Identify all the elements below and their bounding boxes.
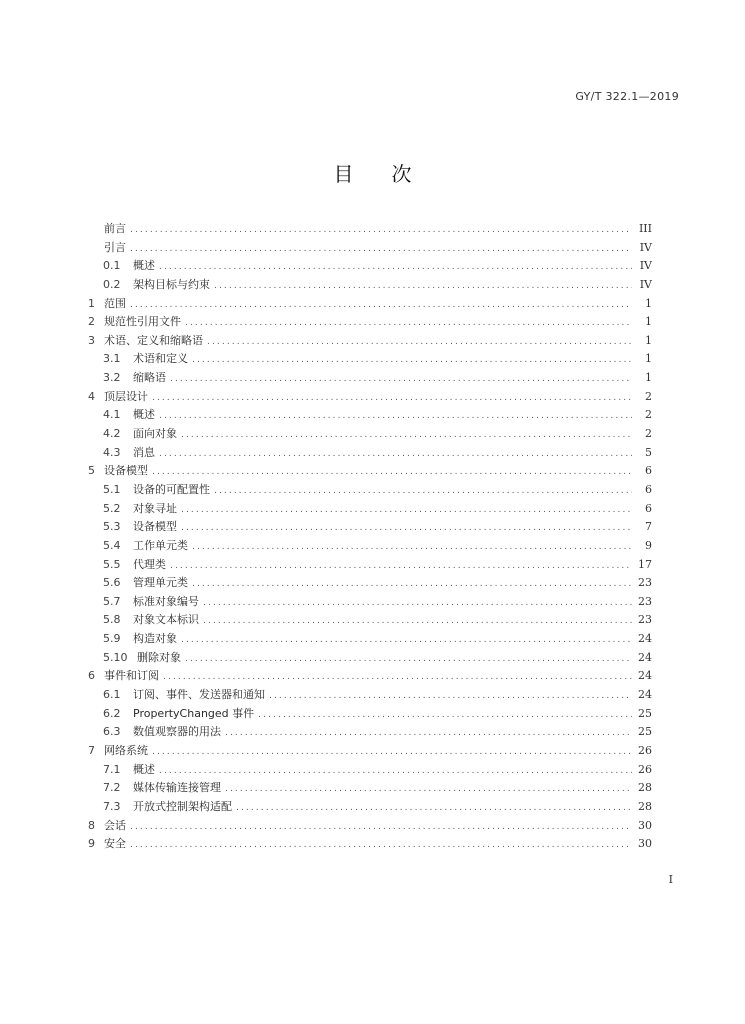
dot-leader bbox=[159, 445, 632, 464]
dot-leader bbox=[159, 258, 632, 277]
dot-leader bbox=[192, 351, 632, 370]
toc-entry-page: 9 bbox=[645, 538, 652, 552]
dot-leader bbox=[152, 389, 632, 408]
toc-entry-label: 会话 bbox=[104, 818, 126, 832]
page-number: I bbox=[668, 873, 673, 886]
toc-entry-label: 缩略语 bbox=[133, 371, 166, 385]
toc-entry-label: 术语、定义和缩略语 bbox=[104, 333, 203, 347]
toc-entry-page: 2 bbox=[645, 408, 652, 422]
toc-entry-page: 1 bbox=[645, 333, 652, 347]
toc-entry-number: 0.1 bbox=[103, 259, 121, 273]
toc-entry-number: 2 bbox=[88, 315, 95, 329]
toc-entry-number: 1 bbox=[88, 296, 95, 310]
toc-entry-page: 24 bbox=[638, 632, 652, 646]
toc-entry[interactable] bbox=[88, 388, 652, 407]
toc-entry-page: 2 bbox=[645, 427, 652, 441]
toc-entry-label: PropertyChanged 事件 bbox=[133, 706, 255, 720]
toc-entry-label: 设备模型 bbox=[133, 520, 177, 534]
toc-entry-page: 28 bbox=[638, 799, 652, 813]
toc-entry-number: 6 bbox=[88, 669, 95, 683]
dot-leader bbox=[225, 780, 632, 799]
toc-entry-label: 对象寻址 bbox=[133, 501, 177, 515]
toc-entry[interactable] bbox=[88, 742, 652, 761]
dot-leader bbox=[130, 221, 632, 240]
toc-entry-label: 概述 bbox=[133, 259, 155, 273]
dot-leader bbox=[214, 277, 632, 296]
standard-code: GY/T 322.1—2019 bbox=[575, 90, 679, 103]
toc-entry-page: 17 bbox=[638, 557, 652, 571]
toc-entry-number: 6.1 bbox=[103, 688, 121, 702]
toc-entry-label: 引言 bbox=[104, 240, 126, 254]
toc-entry[interactable] bbox=[88, 779, 652, 798]
toc-entry[interactable] bbox=[88, 574, 652, 593]
toc-entry-number: 8 bbox=[88, 818, 95, 832]
toc-entry-page: 7 bbox=[645, 520, 652, 534]
dot-leader bbox=[170, 557, 632, 576]
toc-entry[interactable] bbox=[88, 313, 652, 332]
toc-entry-number: 3.2 bbox=[103, 371, 121, 385]
dot-leader bbox=[236, 799, 632, 818]
toc-entry[interactable] bbox=[88, 462, 652, 481]
toc-entry-number: 9 bbox=[88, 837, 95, 851]
toc-entry[interactable] bbox=[88, 239, 652, 258]
toc-entry-label: 架构目标与约束 bbox=[133, 277, 210, 291]
toc-entry[interactable] bbox=[88, 295, 652, 314]
toc-entry-number: 5.8 bbox=[103, 613, 121, 627]
toc-entry[interactable] bbox=[88, 481, 652, 500]
toc-entry[interactable] bbox=[88, 537, 652, 556]
toc-entry-label: 管理单元类 bbox=[133, 576, 188, 590]
toc-entry-page: 1 bbox=[645, 352, 652, 366]
toc-entry[interactable] bbox=[88, 798, 652, 817]
toc-entry-label: 数值观察器的用法 bbox=[133, 725, 221, 739]
dot-leader bbox=[152, 463, 632, 482]
toc-entry-label: 设备的可配置性 bbox=[133, 482, 210, 496]
toc-entry-label: 代理类 bbox=[133, 557, 166, 571]
dot-leader bbox=[207, 333, 632, 352]
dot-leader bbox=[130, 836, 632, 855]
dot-leader bbox=[159, 407, 632, 426]
toc-entry-page: 6 bbox=[645, 501, 652, 515]
toc-entry-page: 5 bbox=[645, 445, 652, 459]
toc-entry-page: 24 bbox=[638, 688, 652, 702]
toc-entry[interactable] bbox=[88, 350, 652, 369]
toc-entry-page: 1 bbox=[645, 296, 652, 310]
dot-leader bbox=[192, 538, 632, 557]
toc-entry[interactable] bbox=[88, 817, 652, 836]
toc-entry-label: 订阅、事件、发送器和通知 bbox=[133, 688, 265, 702]
toc-entry-label: 媒体传输连接管理 bbox=[133, 781, 221, 795]
toc-entry-number: 4.1 bbox=[103, 408, 121, 422]
toc-entry-number: 5.7 bbox=[103, 594, 121, 608]
toc-entry[interactable] bbox=[88, 630, 652, 649]
toc-entry-number: 7 bbox=[88, 743, 95, 757]
toc-entry[interactable] bbox=[88, 425, 652, 444]
toc-entry-label: 删除对象 bbox=[137, 650, 181, 664]
toc-entry[interactable] bbox=[88, 593, 652, 612]
dot-leader bbox=[152, 743, 632, 762]
page-title: 目次 bbox=[333, 162, 450, 186]
toc-entry-label: 开放式控制架构适配 bbox=[133, 799, 232, 813]
toc-entry-page: IV bbox=[639, 277, 652, 291]
toc-entry[interactable] bbox=[88, 276, 652, 295]
toc-entry-label: 设备模型 bbox=[104, 464, 148, 478]
toc-entry[interactable] bbox=[88, 332, 652, 351]
toc-entry-number: 7.2 bbox=[103, 781, 121, 795]
toc-entry-number: 4.2 bbox=[103, 427, 121, 441]
toc-entry[interactable] bbox=[88, 667, 652, 686]
toc-entry-number: 5.1 bbox=[103, 482, 121, 496]
dot-leader bbox=[181, 519, 632, 538]
toc-entry-number: 4.3 bbox=[103, 445, 121, 459]
toc-entry-label: 构造对象 bbox=[133, 632, 177, 646]
dot-leader bbox=[185, 314, 632, 333]
toc-entry[interactable] bbox=[88, 220, 652, 239]
toc-entry-page: 1 bbox=[645, 371, 652, 385]
toc-entry-label: 规范性引用文件 bbox=[104, 315, 181, 329]
toc-entry-page: 26 bbox=[638, 743, 652, 757]
toc-entry-page: 24 bbox=[638, 650, 652, 664]
toc-entry-number: 0.2 bbox=[103, 277, 121, 291]
toc-entry-number: 5 bbox=[88, 464, 95, 478]
dot-leader bbox=[130, 296, 632, 315]
toc-entry-number: 4 bbox=[88, 389, 95, 403]
dot-leader bbox=[181, 631, 632, 650]
toc-entry-page: 6 bbox=[645, 464, 652, 478]
toc-entry-label: 事件和订阅 bbox=[104, 669, 159, 683]
toc-entry-number: 3.1 bbox=[103, 352, 121, 366]
dot-leader bbox=[181, 501, 632, 520]
toc-entry-label: 前言 bbox=[104, 222, 126, 235]
toc-entry-number: 3 bbox=[88, 333, 95, 347]
toc-entry-label: 网络系统 bbox=[104, 743, 148, 757]
toc-entry[interactable] bbox=[88, 556, 652, 575]
toc-entry-page: 24 bbox=[638, 669, 652, 683]
toc-entry[interactable] bbox=[88, 705, 652, 724]
toc-entry-label: 安全 bbox=[104, 837, 126, 851]
toc-entry-page: IV bbox=[639, 259, 652, 273]
toc-entry-page: 23 bbox=[638, 613, 652, 627]
toc-entry-page: 23 bbox=[638, 594, 652, 608]
toc-entry-page: 30 bbox=[638, 818, 652, 832]
toc-entry-page: 25 bbox=[638, 725, 652, 739]
table-of-contents bbox=[88, 220, 652, 854]
toc-entry-label: 标准对象编号 bbox=[133, 594, 199, 608]
toc-entry-number: 5.9 bbox=[103, 632, 121, 646]
dot-leader bbox=[130, 240, 632, 259]
toc-entry[interactable] bbox=[88, 686, 652, 705]
toc-entry-number: 6.3 bbox=[103, 725, 121, 739]
toc-entry-number: 5.10 bbox=[103, 650, 128, 664]
toc-entry-page: 28 bbox=[638, 781, 652, 795]
dot-leader bbox=[203, 612, 632, 631]
dot-leader bbox=[192, 575, 632, 594]
toc-entry-number: 7.1 bbox=[103, 762, 121, 776]
toc-entry[interactable] bbox=[88, 761, 652, 780]
toc-entry-label: 概述 bbox=[133, 762, 155, 776]
toc-entry-page: 2 bbox=[645, 389, 652, 403]
toc-entry[interactable] bbox=[88, 649, 652, 668]
toc-entry-label: 术语和定义 bbox=[133, 352, 188, 366]
toc-entry-label: 顶层设计 bbox=[104, 389, 148, 403]
dot-leader bbox=[130, 818, 632, 837]
toc-entry-number: 5.4 bbox=[103, 538, 121, 552]
toc-entry-page: 6 bbox=[645, 482, 652, 496]
dot-leader bbox=[185, 650, 632, 669]
toc-entry[interactable] bbox=[88, 723, 652, 742]
toc-entry-page: IV bbox=[639, 240, 652, 254]
toc-entry-label: 概述 bbox=[133, 408, 155, 422]
toc-entry-page: 1 bbox=[645, 315, 652, 329]
dot-leader bbox=[258, 706, 632, 725]
dot-leader bbox=[214, 482, 632, 501]
toc-entry-label: 范围 bbox=[104, 296, 126, 310]
toc-entry-number: 6.2 bbox=[103, 706, 121, 720]
toc-entry-page: 26 bbox=[638, 762, 652, 776]
toc-entry[interactable] bbox=[88, 257, 652, 276]
toc-entry-page: 23 bbox=[638, 576, 652, 590]
toc-entry-number: 5.3 bbox=[103, 520, 121, 534]
toc-entry-label: 对象文本标识 bbox=[133, 613, 199, 627]
toc-entry-page: 25 bbox=[638, 706, 652, 720]
toc-entry[interactable] bbox=[88, 835, 652, 854]
toc-entry-label: 面向对象 bbox=[133, 427, 177, 441]
toc-entry[interactable] bbox=[88, 406, 652, 425]
toc-entry[interactable] bbox=[88, 369, 652, 388]
toc-entry[interactable] bbox=[88, 611, 652, 630]
dot-leader bbox=[163, 668, 632, 687]
dot-leader bbox=[269, 687, 632, 706]
toc-entry-number: 5.6 bbox=[103, 576, 121, 590]
toc-entry-page: 30 bbox=[638, 837, 652, 851]
toc-entry[interactable] bbox=[88, 518, 652, 537]
toc-entry-number: 7.3 bbox=[103, 799, 121, 813]
toc-entry-number: 5.2 bbox=[103, 501, 121, 515]
toc-entry-page: III bbox=[638, 222, 652, 235]
toc-entry-label: 消息 bbox=[133, 445, 155, 459]
dot-leader bbox=[170, 370, 632, 389]
dot-leader bbox=[203, 594, 632, 613]
dot-leader bbox=[225, 724, 632, 743]
dot-leader bbox=[159, 762, 632, 781]
toc-entry[interactable] bbox=[88, 444, 652, 463]
toc-entry-number: 5.5 bbox=[103, 557, 121, 571]
toc-entry-label: 工作单元类 bbox=[133, 538, 188, 552]
toc-entry[interactable] bbox=[88, 500, 652, 519]
dot-leader bbox=[181, 426, 632, 445]
